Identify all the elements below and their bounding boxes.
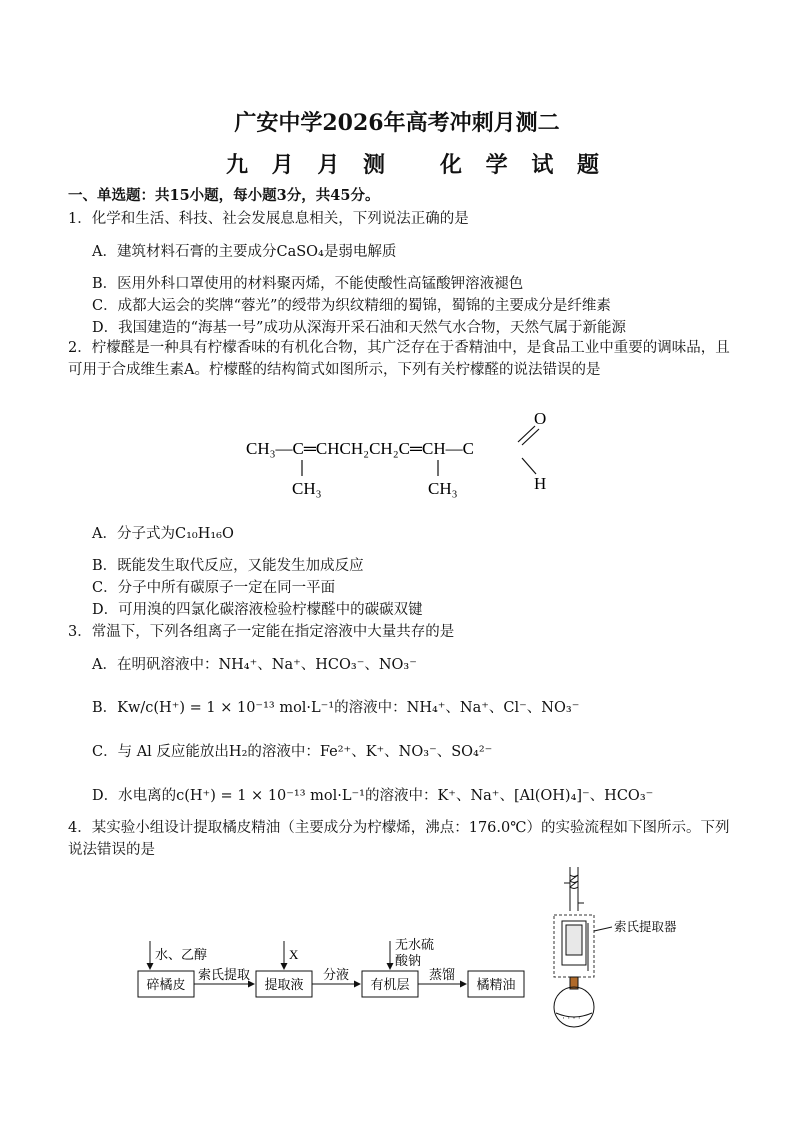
exam-month-label: 九 月 月 测: [226, 152, 393, 178]
bond-line-ch: [522, 458, 536, 474]
condenser-coil: [570, 875, 578, 889]
q2-stem: 2．柠檬醛是一种具有柠檬香味的有机化合物，其广泛存在于香精油中，是食品工业中重要的调味品，且可用于合成维生素A。柠檬醛的结构简式如图所示，下列有关柠檬醛的说法错误的是: [68, 340, 730, 378]
flow-add-1-label: 水、乙醇: [155, 947, 208, 962]
q2-option-c: C．分子中所有碳原子一定在同一平面: [92, 580, 336, 596]
q1-option-d: D．我国建造的“海基一号”成功从深海开采石油和天然气水合物，天然气属于新能源: [92, 320, 626, 336]
soxhlet-extractor-diagram: [540, 865, 700, 1030]
q4-stem: 4．某实验小组设计提取橘皮精油（主要成分为柠檬烯，沸点：176.0℃）的实验流程如下图所示。下列说法错误的是: [68, 820, 730, 858]
q3-option-a: A．在明矾溶液中：NH₄⁺、Na⁺、HCO₃⁻、NO₃⁻: [92, 657, 417, 673]
bond-line-co-1: [518, 426, 535, 442]
q3-option-d: D．水电离的c(H⁺) = 1 × 10⁻¹³ mol·L⁻¹的溶液中：K⁺、Na⁺、[Al(OH)₄]⁻、HCO₃⁻: [92, 788, 654, 804]
structure-oxygen: O: [534, 409, 547, 428]
q2-option-b: B．既能发生取代反应，又能发生加成反应: [92, 558, 364, 574]
q1-stem: 1．化学和生活、科技、社会发展息息相关，下列说法正确的是: [68, 211, 469, 227]
flow-arrow-1-label: 索氏提取: [197, 967, 251, 982]
structure-methyl-1: CH₃: [292, 479, 322, 498]
structure-methyl-2: CH₃: [428, 479, 458, 498]
flow-box-4-label: 橘精油: [476, 977, 516, 992]
flow-add-2-label: X: [289, 947, 299, 962]
label-leader-line: [594, 927, 612, 931]
exam-subject-label: 化 学 试 题: [440, 152, 607, 178]
flow-arrow-3-label: 蒸馏: [428, 967, 456, 982]
flow-add-3b-label: 酸钠: [395, 953, 422, 968]
bond-line-co-2: [522, 429, 539, 445]
citral-structure-diagram: [240, 408, 570, 508]
flask-liquid-dots: · · · ·: [562, 1013, 581, 1023]
section-heading: 一、单选题：共15小题，每小题3分，共45分。: [68, 187, 380, 204]
page-title: 广安中学2026年高考冲刺月测二: [234, 110, 560, 136]
structure-hydrogen: H: [534, 474, 547, 493]
q1-option-c: C．成都大运会的奖牌“蓉光”的绶带为织纹精细的蜀锦，蜀锦的主要成分是纤维素: [92, 298, 611, 314]
extraction-flowchart: [128, 935, 538, 1005]
q2-option-a: A．分子式为C₁₀H₁₆O: [92, 526, 234, 542]
q2-option-d: D．可用溴的四氯化碳溶液检验柠檬醛中的碳碳双键: [92, 602, 423, 618]
q3-option-b: B．Kw/c(H⁺) = 1 × 10⁻¹³ mol·L⁻¹的溶液中：NH₄⁺、Na⁺、Cl⁻、NO₃⁻: [92, 700, 580, 716]
q1-option-b: B．医用外科口罩使用的材料聚丙烯，不能使酸性高锰酸钾溶液褪色: [92, 276, 524, 292]
flow-box-2-label: 提取液: [264, 977, 304, 992]
apparatus-label: 索氏提取器: [614, 920, 677, 934]
thimble: [566, 925, 582, 955]
q3-stem: 3．常温下，下列各组离子一定能在指定溶液中大量共存的是: [68, 624, 455, 640]
flow-box-3-label: 有机层: [370, 977, 410, 992]
q3-option-c: C．与 Al 反应能放出H₂的溶液中：Fe²⁺、K⁺、NO₃⁻、SO₄²⁻: [92, 744, 493, 760]
structure-main-chain: CH₃—C═CHCH₂CH₂C═CH—C: [246, 439, 474, 458]
flow-box-1-label: 碎橘皮: [146, 977, 186, 992]
flow-arrow-2-label: 分液: [322, 967, 350, 982]
flow-add-3a-label: 无水硫: [395, 937, 435, 952]
q1-option-a: A．建筑材料石膏的主要成分CaSO₄是弱电解质: [92, 244, 397, 260]
